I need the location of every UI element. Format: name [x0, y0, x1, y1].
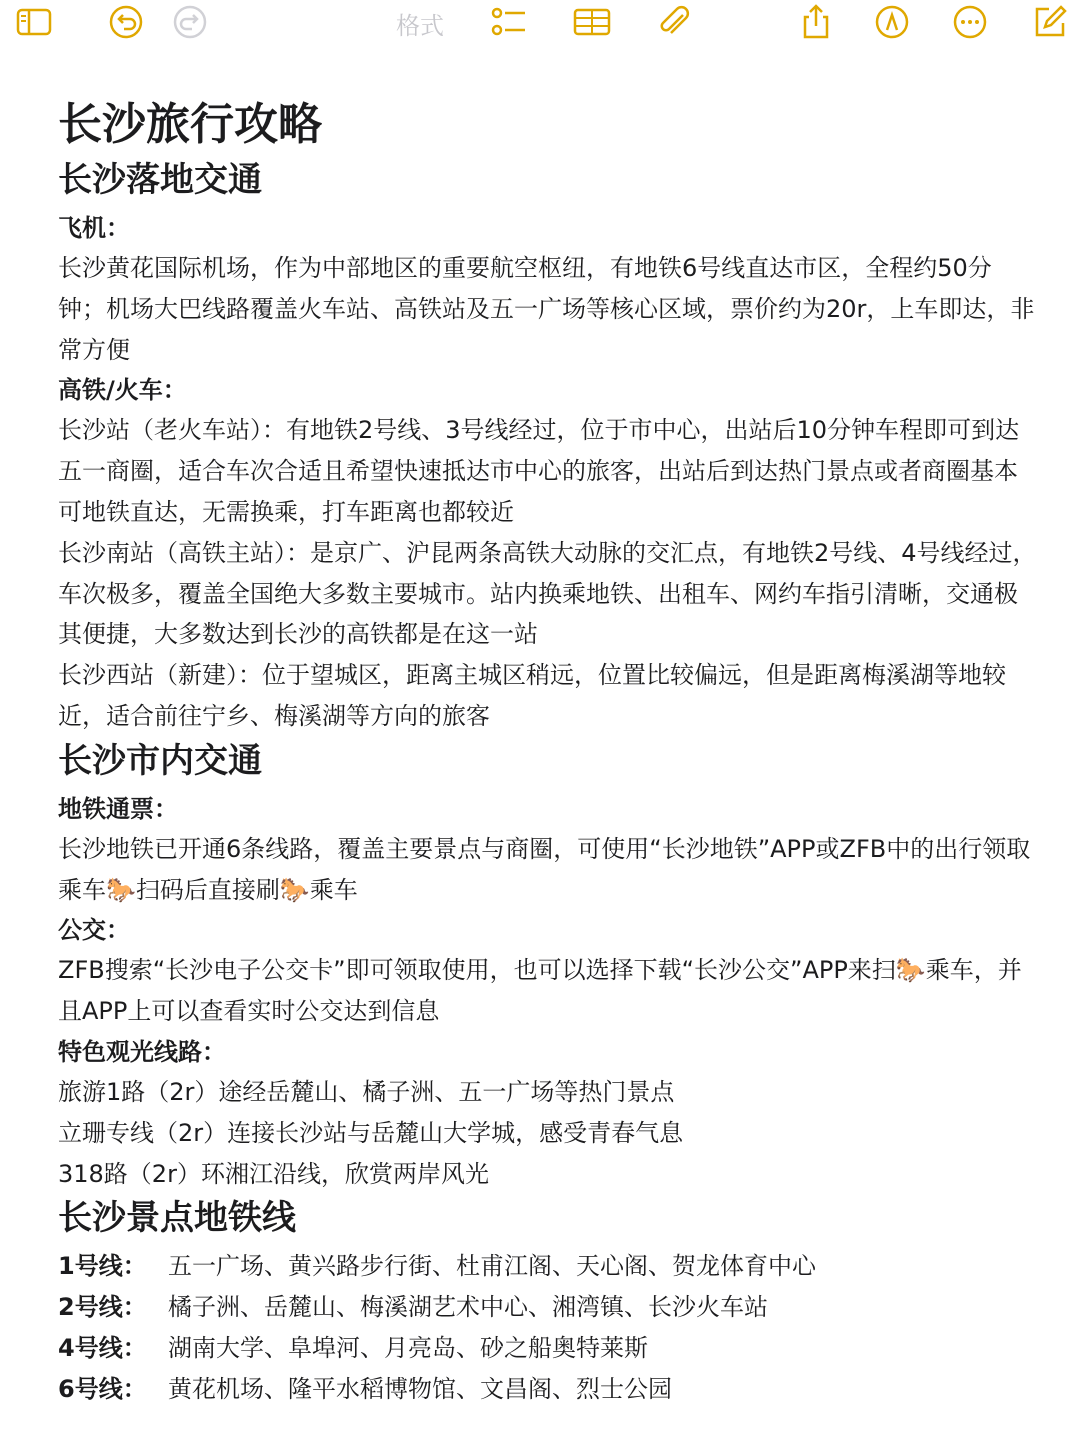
redo-icon[interactable]: [170, 2, 210, 42]
metro-line-name: 4号线：: [58, 1333, 147, 1362]
bus-label: 公交：: [58, 916, 130, 945]
train-label: 高铁/火车：: [58, 376, 187, 405]
metro-pass-label: 地铁通票：: [58, 794, 178, 823]
bus-text: ZFB搜索“长沙电子公交卡”即可领取使用，也可以选择下载“长沙公交”APP来扫🐎乘车，并且APP上可以查看实时公交达到信息: [58, 956, 1022, 1026]
metro-line-row: [58, 1369, 1038, 1410]
metro-line-name: 6号线：: [58, 1374, 147, 1403]
note-title: 长沙旅行攻略: [58, 99, 322, 150]
metro-line-row: [58, 1328, 1038, 1369]
tour-line: 立珊专线（2r）连接长沙站与岳麓山大学城，感受青春气息: [58, 1118, 684, 1147]
sidebar-icon[interactable]: [14, 2, 54, 42]
station-changsha: 长沙站（老火车站）：有地铁2号线、3号线经过，位于市中心，出站后10分钟车程即可到达五一商圈，适合车次合适且希望快速抵达市中心的旅客，出站后到达热门景点或者商圈基本可地铁直达，无需换乘，打车距离也都较近: [58, 416, 1020, 526]
tour-line: 318路（2r）环湘江沿线，欣赏两岸风光: [58, 1159, 489, 1188]
toolbar: [0, 0, 1080, 50]
more-icon[interactable]: [950, 2, 990, 42]
metro-line-stops: 橘子洲、岳麓山、梅溪湖艺术中心、湘湾镇、长沙火车站: [168, 1293, 768, 1322]
tour-label: 特色观光线路：: [58, 1037, 226, 1066]
section-heading-city: 长沙市内交通: [58, 740, 262, 781]
metro-line-row: [58, 1246, 1038, 1287]
compose-icon[interactable]: [1030, 2, 1070, 42]
tour-line: 旅游1路（2r）途经岳麓山、橘子洲、五一广场等热门景点: [58, 1077, 675, 1106]
section-heading-landing: 长沙落地交通: [58, 160, 262, 200]
plane-text: 长沙黄花国际机场，作为中部地区的重要航空枢纽，有地铁6号线直达市区，全程约50分钟；机场大巴线路覆盖火车站、高铁站及五一广场等核心区域，票价约为20r，上车即达，非常方便: [58, 254, 1035, 364]
plane-label: 飞机：: [58, 214, 130, 242]
metro-line-stops: 黄花机场、隆平水稻博物馆、文昌阁、烈士公园: [168, 1374, 672, 1403]
note-body[interactable]: [58, 96, 1038, 1410]
metro-line-name: 2号线：: [58, 1293, 147, 1322]
metro-line-row: [58, 1287, 1038, 1328]
attachment-icon[interactable]: [654, 2, 694, 42]
format-button[interactable]: 格式: [396, 12, 444, 40]
metro-pass-text: 长沙地铁已开通6条线路，覆盖主要景点与商圈，可使用“长沙地铁”APP或ZFB中的出行领取乘车🐎扫码后直接刷🐎乘车: [58, 834, 1031, 904]
checklist-icon[interactable]: [488, 2, 528, 42]
station-changsha-south: 长沙南站（高铁主站）：是京广、沪昆两条高铁大动脉的交汇点，有地铁2号线、4号线经过，车次极多，覆盖全国绝大多数主要城市。站内换乘地铁、出租车、网约车指引清晰，交通极其便捷，大多数达到长沙的高铁都是在这一站: [58, 538, 1037, 649]
metro-line-stops: 五一广场、黄兴路步行街、杜甫江阁、天心阁、贺龙体育中心: [168, 1252, 816, 1281]
metro-line-stops: 湖南大学、阜埠河、月亮岛、砂之船奥特莱斯: [168, 1333, 648, 1362]
station-changsha-west: 长沙西站（新建）：位于望城区，距离主城区稍远，位置比较偏远，但是距离梅溪湖等地较近，适合前往宁乡、梅溪湖等方向的旅客: [58, 661, 1006, 730]
undo-icon[interactable]: [106, 2, 146, 42]
share-icon[interactable]: [796, 2, 836, 42]
table-icon[interactable]: [572, 2, 612, 42]
markup-icon[interactable]: [872, 2, 912, 42]
section-heading-metro-lines: 长沙景点地铁线: [58, 1198, 296, 1239]
metro-line-name: 1号线：: [58, 1252, 147, 1281]
